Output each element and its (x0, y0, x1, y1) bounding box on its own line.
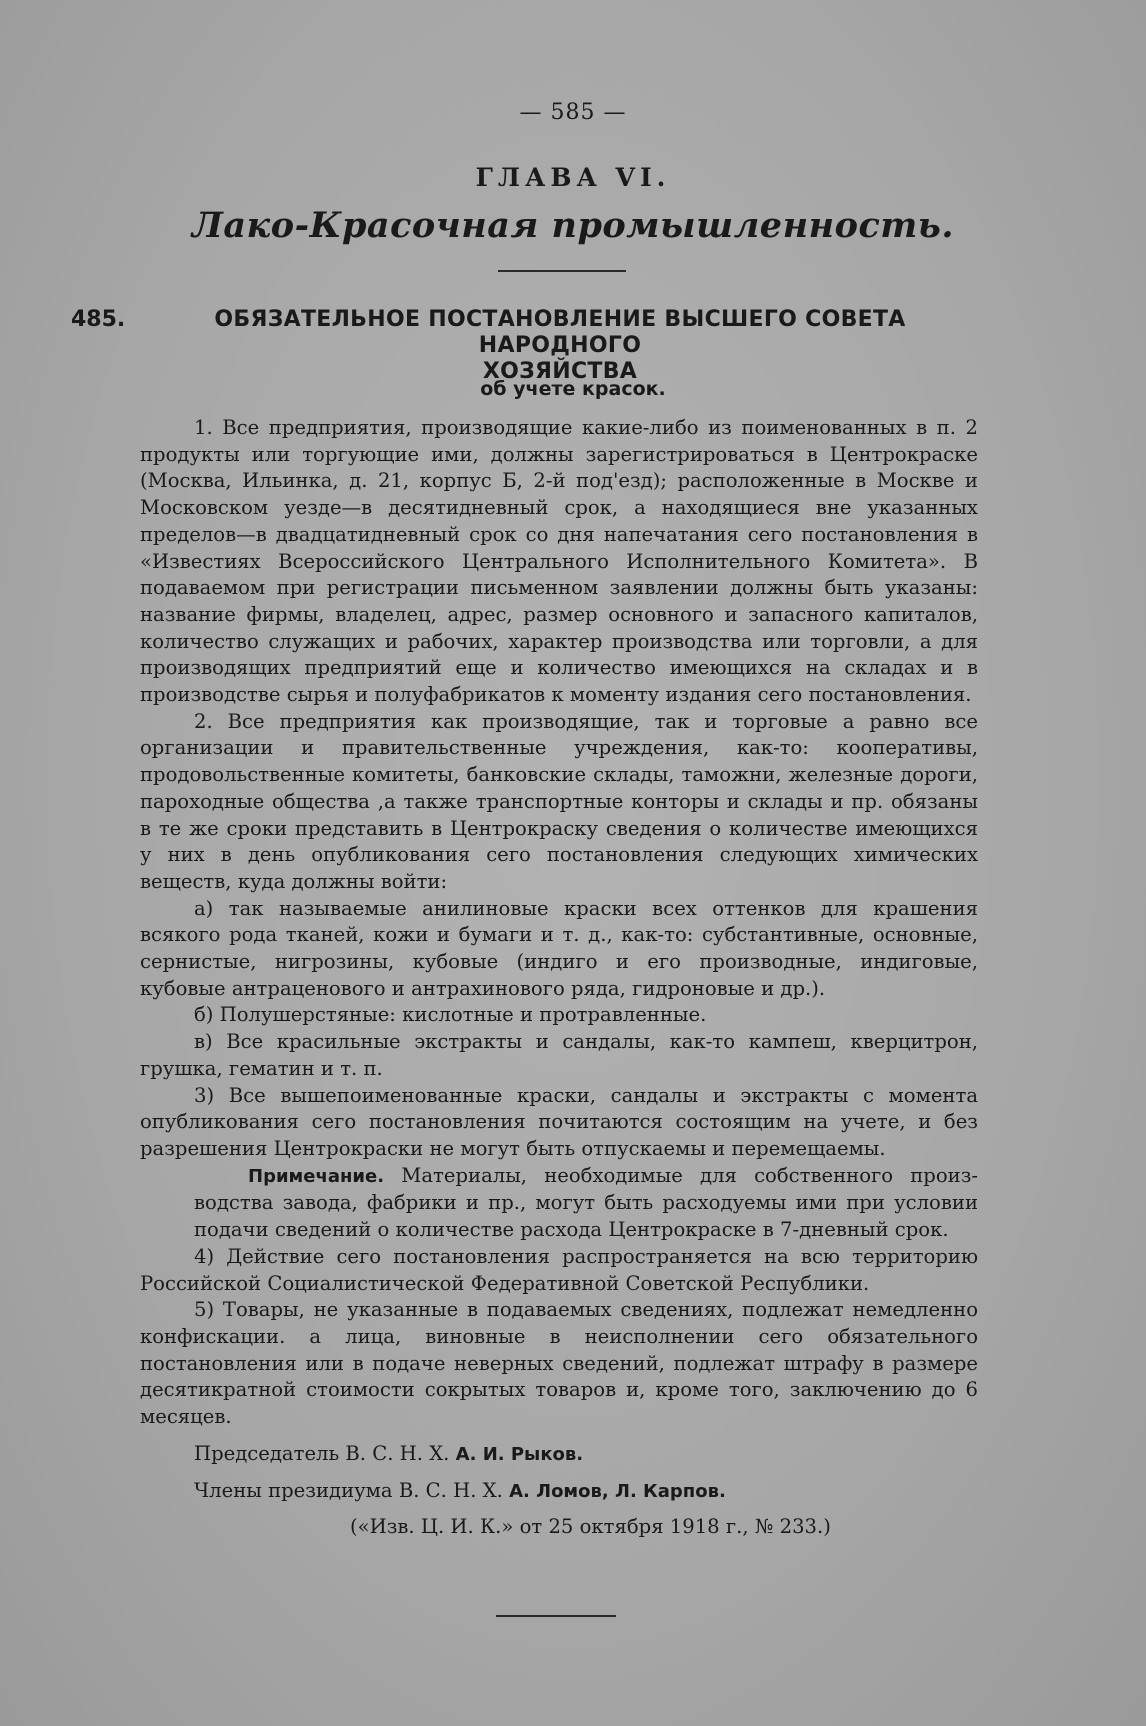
chapter-title: Лако-Красочная промышленность. (191, 205, 955, 246)
paragraph-2c: в) Все красильные экстракты и сандалы, как-то кампеш, кверцитрон, грушка, гематин и т. п. (140, 1030, 978, 1080)
paragraph-5: 5) Товары, не указанные в подаваемых сведениях, подлежат немедленно конфискации. а лица, виновные в неисполнении сего обязательного постановления или в подаче неверных сведений, подлежат штрафу в размере десятикратной стоимости сокрытых товаров и, кроме того, заключению до 6 месяцев. (140, 1298, 978, 1429)
document-subtitle: об учете красок. (480, 378, 666, 400)
paragraph-2b: б) Полушерстяные: кислотные и протравленные. (194, 1003, 707, 1027)
paragraph-2: 2. Все предприятия как производящие, так и торговые а равно все организации и правительственные учреждения, как-то: кооперативы, продовольственные комитеты, банковские склады, таможни, железные дороги, пароходные общества ,а также транспортные конторы и склады и пр. обязаны в те же сроки представить в Центрокраску сведения о количестве имеющихся у них в день опубликования сего постановления следующих химических веществ, куда должны войти: (140, 709, 978, 893)
signature-chairman-name: А. И. Рыков. (455, 1443, 584, 1465)
paragraph-4: 4) Действие сего постановления распространяется на всю территорию Российской Социалистической Федеративной Советской Республики. (140, 1244, 978, 1295)
signature-members (140, 1478, 978, 1506)
paragraph-2a: а) так называемые анилиновые краски всех оттенков для крашения всякого рода тканей, кожи и бумаги и т. д., как-то: субстантивные, основные, сернистые, нигрозины, кубовые (индиго и его производные, индиговые, кубовые антраценового и антрахинового ряда, гидроновые и др.). (140, 896, 978, 1000)
signature-members-title: Члены президиума В. С. Н. Х. (194, 1479, 503, 1503)
divider-bottom (496, 1615, 616, 1617)
page-number: — 585 — (519, 100, 627, 125)
signature-chairman-title: Председатель В. С. Н. Х. (194, 1441, 450, 1465)
divider-top (498, 270, 626, 272)
document-title-line2: ХОЗЯЙСТВА (482, 359, 638, 384)
document-title-line1: ОБЯЗАТЕЛЬНОЕ ПОСТАНОВЛЕНИЕ ВЫСШЕГО СОВЕТА НАРОДНОГО (214, 307, 906, 358)
paragraph-3: 3) Все вышепоименованные краски, сандалы и экстракты с момента опубликования сего постановления почитаются состоящим на учете, и без разрешения Центрокраски не могут быть отпускаемы и перемещаемы. (140, 1083, 978, 1160)
signature-chairman (140, 1441, 978, 1469)
note (140, 1163, 978, 1244)
source-citation: («Изв. Ц. И. К.» от 25 октября 1918 г., № 233.) (350, 1515, 831, 1539)
paragraph-1: 1. Все предприятия, производящие какие-либо из поименованных в п. 2 продукты или торгующие ими, должны зарегистрироваться в Центрокраске (Москва, Ильинка, д. 21, корпус Б, 2-й под'езд); расположенные в Москве и Московском уезде—в десятидневный срок, а находящиеся вне указанных пределов—в двадцатидневный срок со дня напечатания сего постановления в «Известиях Всероссийского Центрального Исполнительного Комитета». В подаваемом при регистрации письменном заявлении должны быть указаны: название фирмы, владелец, адрес, размер основного и запасного капиталов, количество служащих и рабочих, характер производства или торговли, а для производящих предприятий еще и количество имеющихся на складах и в производстве сырья и полуфабрикатов к моменту издания сего постановления. (140, 416, 978, 707)
chapter-label: ГЛАВА VI. (475, 163, 671, 192)
note-text: Материалы, необходимые для собственного производства завода, фабрики и пр., могут быть расходуемы ими при условии подачи сведений о количестве расхода Центрокраске в 7-дневный срок. (194, 1163, 979, 1242)
document-body (140, 415, 978, 1541)
signature-members-names: А. Ломов, Л. Карпов. (509, 1481, 726, 1503)
document-title (140, 307, 980, 385)
document-number: 485. (71, 307, 126, 332)
note-label: Примечание. (248, 1165, 385, 1187)
